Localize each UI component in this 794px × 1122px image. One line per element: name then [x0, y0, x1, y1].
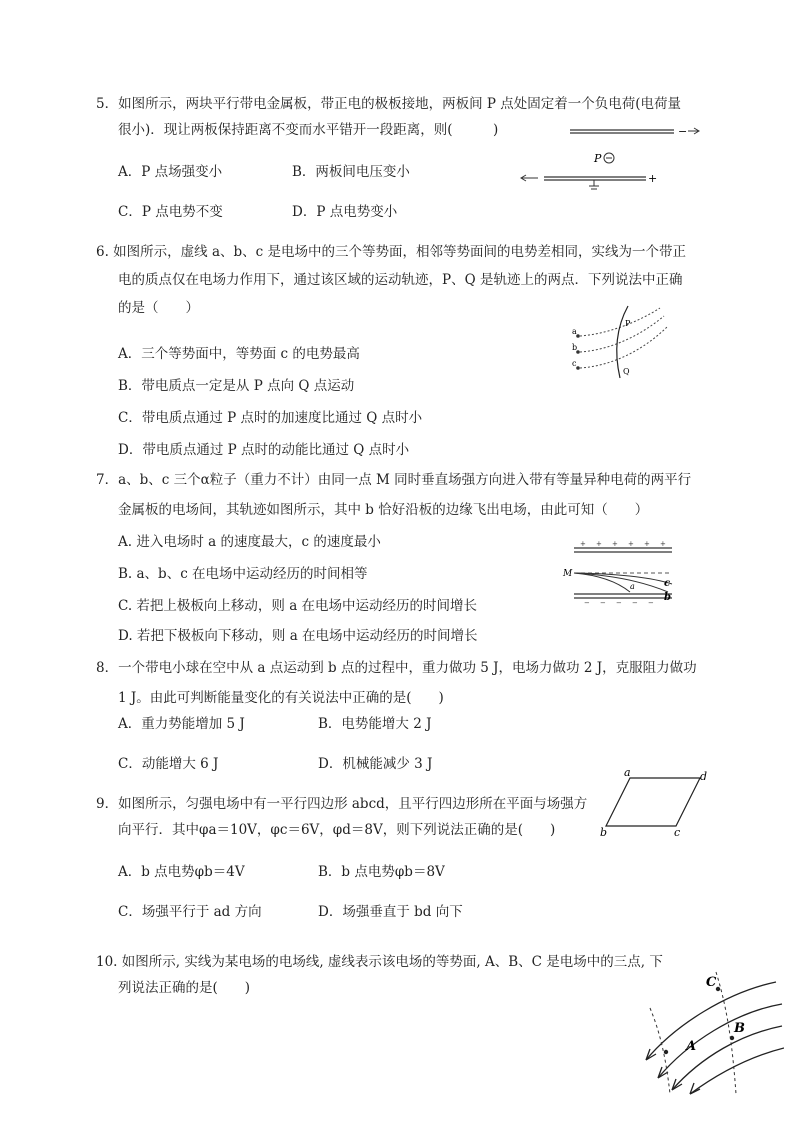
q8-option-a: A．重力势能增加 5 J	[118, 716, 245, 732]
q9-parallelogram-figure	[596, 762, 716, 840]
q8-stem-line1: 8．一个带电小球在空中从 a 点运动到 b 点的过程中，重力做功 5 J，电场力做功 2 J，克服阻力做功	[96, 660, 697, 676]
q5-option-b: B．两板间电压变小	[292, 164, 410, 180]
q6-fig-label-p: P	[625, 319, 631, 328]
q6-fig-label-b: b	[572, 343, 578, 352]
svg-text:−: −	[616, 599, 622, 606]
q7-plates-figure	[560, 536, 680, 606]
q6-equipotential-figure	[568, 298, 678, 388]
q6-stem-line1: 6. 如图所示，虚线 a、b、c 是电场中的三个等势面，相邻等势面间的电势差相同，实线为一个带正	[96, 244, 687, 260]
q6-fig-label-q: Q	[623, 367, 630, 376]
q8-option-c: C．动能增大 6 J	[118, 756, 219, 772]
q9-option-c: C．场强平行于 ad 方向	[118, 904, 262, 920]
svg-text:+: +	[596, 540, 602, 548]
q5-stem-line2: 很小)．现让两板保持距离不变而水平错开一段距离，则( )	[118, 122, 499, 138]
q5-option-d: D．P 点电势变小	[292, 204, 398, 220]
q8-option-d: D．机械能减少 3 J	[318, 756, 433, 772]
q7-fig-m-label: M	[563, 569, 573, 579]
svg-text:−: −	[632, 599, 638, 606]
q5-option-a: A．P 点场强变小	[118, 164, 223, 180]
svg-text:+: +	[580, 540, 586, 548]
q10-fig-label-b: B	[734, 1021, 745, 1036]
q6-option-a: A．三个等势面中，等势面 c 的电势最高	[118, 346, 360, 362]
q9-option-d: D．场强垂直于 bd 向下	[318, 904, 463, 920]
q5-option-c: C．P 点电势不变	[118, 204, 223, 220]
q10-fig-label-c: C	[706, 975, 717, 990]
q5-stem-line1: 5．如图所示，两块平行带电金属板，带正电的极板接地，两板间 P 点处固定着一个负电荷(电荷量	[96, 96, 682, 112]
q10-field-lines-figure	[636, 968, 784, 1096]
q9-fig-label-b: b	[600, 826, 608, 839]
q9-fig-label-d: d	[700, 770, 708, 783]
q7-option-b: B. a、b、c 在电场中运动经历的时间相等	[118, 566, 368, 582]
q6-fig-label-c: c	[572, 359, 577, 368]
q9-option-a: A．b 点电势φb＝4V	[118, 864, 245, 880]
q7-fig-b-label: b	[664, 592, 671, 603]
q7-option-d: D. 若把下极板向下移动，则 a 在电场中运动经历的时间增长	[118, 628, 478, 644]
q6-option-d: D．带电质点通过 P 点时的动能比通过 Q 点时小	[118, 442, 410, 458]
q7-stem-line1: 7．a、b、c 三个α粒子（重力不计）由同一点 M 同时垂直场强方向进入带有等量异种电荷的两平行	[96, 472, 692, 488]
svg-text:−: −	[584, 599, 590, 606]
q8-option-b: B．电势能增大 2 J	[318, 716, 432, 732]
q7-fig-a-label: a	[630, 582, 635, 591]
q5-capacitor-figure	[512, 118, 702, 198]
q6-option-b: B．带电质点一定是从 P 点向 Q 点运动	[118, 378, 355, 394]
q7-option-c: C. 若把上极板向上移动，则 a 在电场中运动经历的时间增长	[118, 598, 478, 614]
svg-text:+: +	[628, 540, 634, 548]
q6-option-c: C．带电质点通过 P 点时的加速度比通过 Q 点时小	[118, 410, 423, 426]
q10-stem-line2: 列说法正确的是( )	[118, 980, 251, 996]
q6-stem-line3: 的是（ ）	[118, 300, 199, 316]
q7-fig-c-label: c	[664, 578, 671, 589]
svg-text:+: +	[612, 540, 618, 548]
q5-fig-minus-top: −	[678, 125, 688, 138]
svg-text:−: −	[648, 599, 654, 606]
q9-fig-label-c: c	[674, 826, 681, 839]
q9-fig-label-a: a	[624, 766, 631, 779]
q6-fig-label-a: a	[572, 327, 577, 336]
q5-fig-p-label: P	[594, 152, 602, 165]
q10-fig-label-a: A	[686, 1039, 697, 1054]
q6-stem-line2: 电的质点仅在电场力作用下，通过该区域的运动轨迹，P、Q 是轨迹上的两点．下列说法中正确	[118, 272, 683, 288]
q9-stem-line2: 向平行．其中φa＝10V，φc＝6V，φd＝8V，则下列说法正确的是( )	[118, 822, 556, 838]
svg-text:−: −	[600, 599, 606, 606]
q9-stem-line1: 9．如图所示，匀强电场中有一平行四边形 abcd，且平行四边形所在平面与场强方	[96, 796, 588, 812]
q7-option-a: A. 进入电场时 a 的速度最大，c 的速度最小	[118, 534, 381, 550]
q8-stem-line2: 1 J。由此可判断能量变化的有关说法中正确的是( )	[118, 690, 444, 706]
q5-fig-plus: +	[648, 172, 658, 185]
q10-stem-line1: 10. 如图所示, 实线为某电场的电场线, 虚线表示该电场的等势面, A、B、C 是电场中的三点, 下	[96, 954, 663, 970]
svg-text:+: +	[644, 540, 650, 548]
q9-option-b: B．b 点电势φb＝8V	[318, 864, 445, 880]
q7-stem-line2: 金属板的电场间，其轨迹如图所示，其中 b 恰好沿板的边缘飞出电场，由此可知（ ）	[118, 502, 649, 518]
svg-text:+: +	[660, 540, 666, 548]
